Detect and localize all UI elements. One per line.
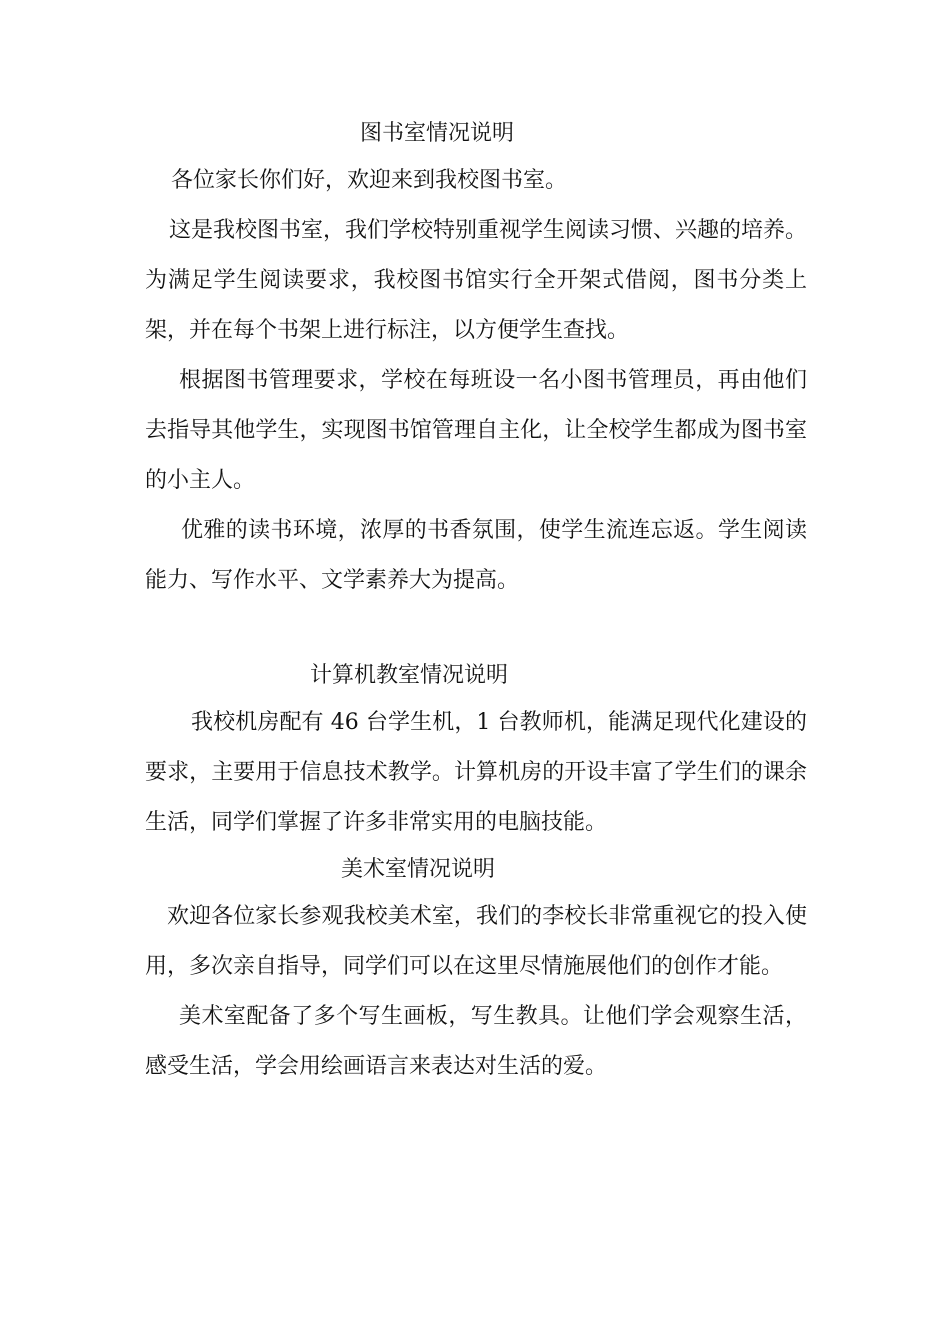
library-section bbox=[145, 112, 807, 606]
library-paragraph-4: 优雅的读书环境，浓厚的书香氛围，使学生流连忘返。学生阅读能力、写作水平、文学素养大为提高。 bbox=[145, 518, 807, 593]
document-body bbox=[145, 112, 807, 1092]
computer-room-title: 计算机教室情况说明 bbox=[310, 663, 509, 688]
computer-room-paragraph-1: 我校机房配有 46 台学生机，1 台教师机，能满足现代化建设的要求，主要用于信息技术教学。计算机房的开设丰富了学生们的课余生活，同学们掌握了许多非常实用的电脑技能。 bbox=[145, 710, 807, 835]
art-room-paragraph-1: 欢迎各位家长参观我校美术室，我们的李校长非常重视它的投入使用，多次亲自指导，同学们可以在这里尽情施展他们的创作才能。 bbox=[145, 904, 807, 979]
section-spacer bbox=[145, 606, 807, 652]
library-paragraph-1: 各位家长你们好，欢迎来到我校图书室。 bbox=[171, 168, 568, 193]
library-title: 图书室情况说明 bbox=[360, 121, 515, 146]
library-paragraph-3: 根据图书管理要求，学校在每班设一名小图书管理员，再由他们去指导其他学生，实现图书馆管理自主化，让全校学生都成为图书室的小主人。 bbox=[145, 368, 807, 493]
art-room-title: 美术室情况说明 bbox=[341, 857, 496, 882]
library-paragraph-2: 这是我校图书室，我们学校特别重视学生阅读习惯、兴趣的培养。 为满足学生阅读要求，我校图书馆实行全开架式借阅，图书分类上架，并在每个书架上进行标注，以方便学生查找。 bbox=[145, 218, 808, 343]
art-room-section bbox=[145, 848, 807, 1092]
computer-room-section bbox=[145, 654, 807, 848]
art-room-paragraph-2: 美术室配备了多个写生画板，写生教具。让他们学会观察生活，感受生活，学会用绘画语言来表达对生活的爱。 bbox=[145, 1004, 807, 1079]
